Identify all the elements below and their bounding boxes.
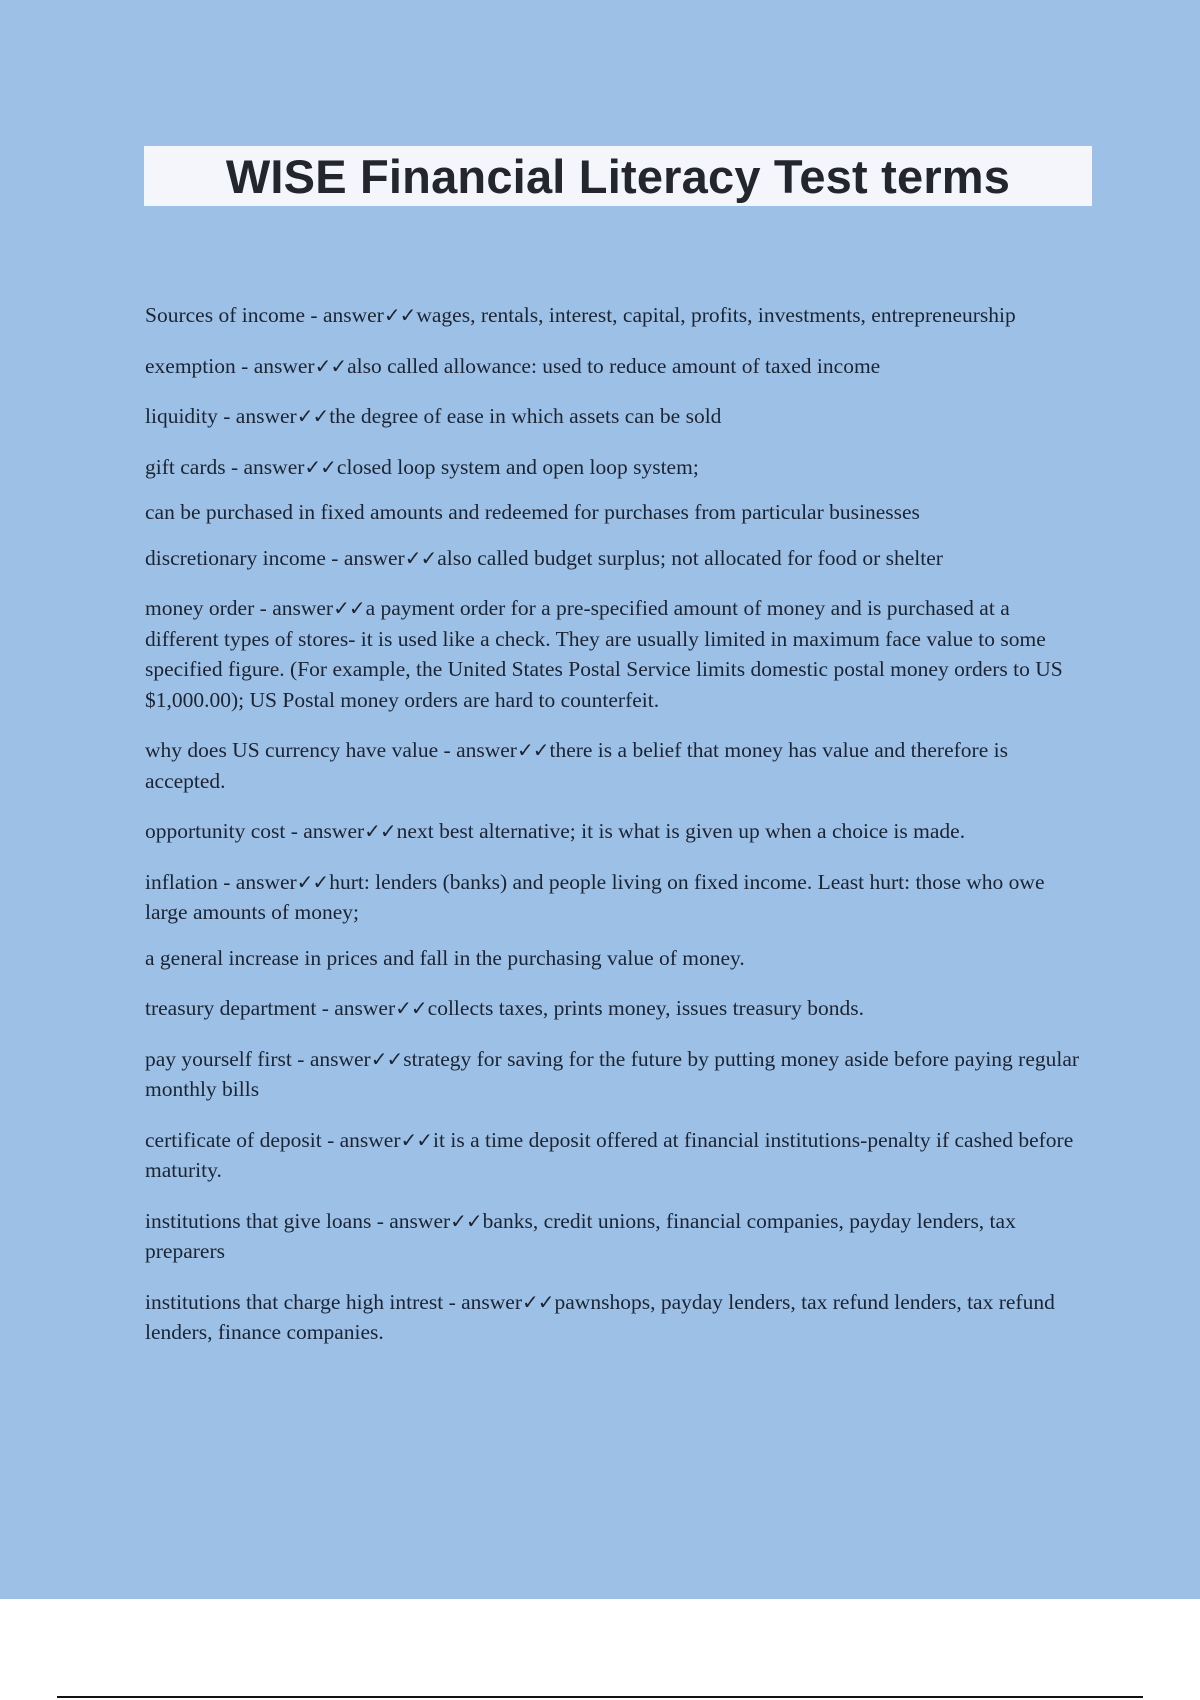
term-name: institutions that charge high intrest <box>145 1289 444 1314</box>
double-check-icon: ✓✓ <box>314 353 347 378</box>
double-check-icon: ✓✓ <box>400 1127 433 1152</box>
term-definition: collects taxes, prints money, issues treasury bonds. <box>427 996 864 1020</box>
answer-label: answer <box>389 1208 451 1233</box>
title-banner <box>144 146 1092 206</box>
double-check-icon: ✓✓ <box>333 596 365 620</box>
term-continuation <box>145 943 1085 974</box>
term-separator: - <box>371 1208 390 1233</box>
term-entry <box>145 1125 1085 1186</box>
double-check-icon: ✓✓ <box>395 996 427 1020</box>
term-definition: also called budget surplus; not allocated for food or shelter <box>437 545 943 570</box>
term-definition: next best alternative; it is what is given up when a choice is made. <box>396 819 966 843</box>
term-name: certificate of deposit <box>145 1127 322 1152</box>
term-entry <box>145 401 1085 432</box>
term-name: liquidity <box>145 404 218 428</box>
term-entry <box>145 593 1085 715</box>
term-definition: there is a belief that money has value and therefore is accepted. <box>145 738 1008 793</box>
answer-label: answer <box>322 303 384 327</box>
answer-label: answer <box>253 353 315 378</box>
term-entry <box>145 867 1085 928</box>
terms-list <box>145 300 1085 1368</box>
term-name: why does US currency have value <box>145 738 439 762</box>
term-entry <box>145 1206 1085 1267</box>
term-separator: - <box>285 819 304 843</box>
term-separator: - <box>235 353 254 378</box>
term-name: pay yourself first <box>145 1046 292 1071</box>
double-check-icon: ✓✓ <box>304 454 336 479</box>
double-check-icon: ✓✓ <box>404 545 437 570</box>
answer-label: answer <box>235 869 297 894</box>
answer-label: answer <box>309 1046 371 1071</box>
term-entry <box>145 735 1085 796</box>
term-definition: banks, credit unions, financial companies, payday lenders, tax preparers <box>145 1208 1016 1263</box>
term-separator: - <box>291 1046 310 1071</box>
answer-label: answer <box>343 545 405 570</box>
term-separator: - <box>316 996 335 1020</box>
term-entry <box>145 543 1085 574</box>
term-continuation <box>145 497 1085 528</box>
answer-label: answer <box>243 454 305 479</box>
term-name: institutions that give loans <box>145 1208 372 1233</box>
double-check-icon: ✓✓ <box>522 1289 554 1314</box>
term-separator: - <box>321 1127 340 1152</box>
term-separator: - <box>254 596 273 620</box>
answer-label: answer <box>303 819 365 843</box>
term-name: Sources of income <box>145 303 306 327</box>
continuation-text: can be purchased in fixed amounts and redeemed for purchases from particular businesses <box>145 500 920 524</box>
term-entry <box>145 816 1085 847</box>
page-title: WISE Financial Literacy Test terms <box>225 149 1011 203</box>
term-definition: hurt: lenders (banks) and people living on fixed income. Least hurt: those who owe large amounts of money; <box>145 869 1045 924</box>
term-separator: - <box>325 545 344 570</box>
term-name: exemption <box>145 353 236 378</box>
term-separator: - <box>438 738 457 762</box>
term-separator: - <box>217 869 236 894</box>
double-check-icon: ✓✓ <box>450 1208 482 1233</box>
term-name: inflation <box>145 869 218 894</box>
continuation-text: a general increase in prices and fall in the purchasing value of money. <box>145 945 745 970</box>
term-name: money order <box>145 596 255 620</box>
double-check-icon: ✓✓ <box>383 303 416 327</box>
double-check-icon: ✓✓ <box>364 819 396 843</box>
double-check-icon: ✓✓ <box>516 738 549 762</box>
double-check-icon: ✓✓ <box>296 869 329 894</box>
term-name: opportunity cost <box>145 819 286 843</box>
term-definition: a payment order for a pre-specified amount of money and is purchased at a different types of stores- it is used like a check. They are usually limited in maximum face value to some specified figure. (For example, the United States Postal Service limits domestic postal money orders to US $1,000.00); US Postal money orders are hard to counterfeit. <box>145 596 1063 712</box>
answer-label: answer <box>456 738 517 762</box>
term-entry <box>145 351 1085 382</box>
answer-label: answer <box>461 1289 522 1314</box>
answer-label: answer <box>334 996 396 1020</box>
term-name: treasury department <box>145 996 317 1020</box>
term-definition: wages, rentals, interest, capital, profits, investments, entrepreneurship <box>416 303 1016 327</box>
answer-label: answer <box>235 404 297 428</box>
term-separator: - <box>225 454 244 479</box>
term-definition: closed loop system and open loop system; <box>336 454 699 479</box>
double-check-icon: ✓✓ <box>296 404 329 428</box>
term-definition: strategy for saving for the future by putting money aside before paying regular monthly bills <box>145 1046 1080 1101</box>
term-definition: the degree of ease in which assets can be sold <box>329 404 722 428</box>
term-definition: it is a time deposit offered at financial institutions-penalty if cashed before maturity. <box>145 1127 1074 1182</box>
term-entry <box>145 993 1085 1024</box>
term-definition: also called allowance: used to reduce amount of taxed income <box>347 353 881 378</box>
term-definition: pawnshops, payday lenders, tax refund lenders, tax refund lenders, finance companies. <box>145 1289 1055 1344</box>
term-name: gift cards <box>145 454 226 479</box>
answer-label: answer <box>339 1127 401 1152</box>
double-check-icon: ✓✓ <box>370 1046 403 1071</box>
term-separator: - <box>305 303 323 327</box>
term-separator: - <box>443 1289 462 1314</box>
term-name: discretionary income <box>145 545 326 570</box>
term-entry <box>145 300 1085 331</box>
term-entry <box>145 452 1085 483</box>
answer-label: answer <box>272 596 334 620</box>
footer-divider <box>57 1696 1143 1698</box>
term-separator: - <box>217 404 236 428</box>
term-entry <box>145 1287 1085 1348</box>
term-entry <box>145 1044 1085 1105</box>
